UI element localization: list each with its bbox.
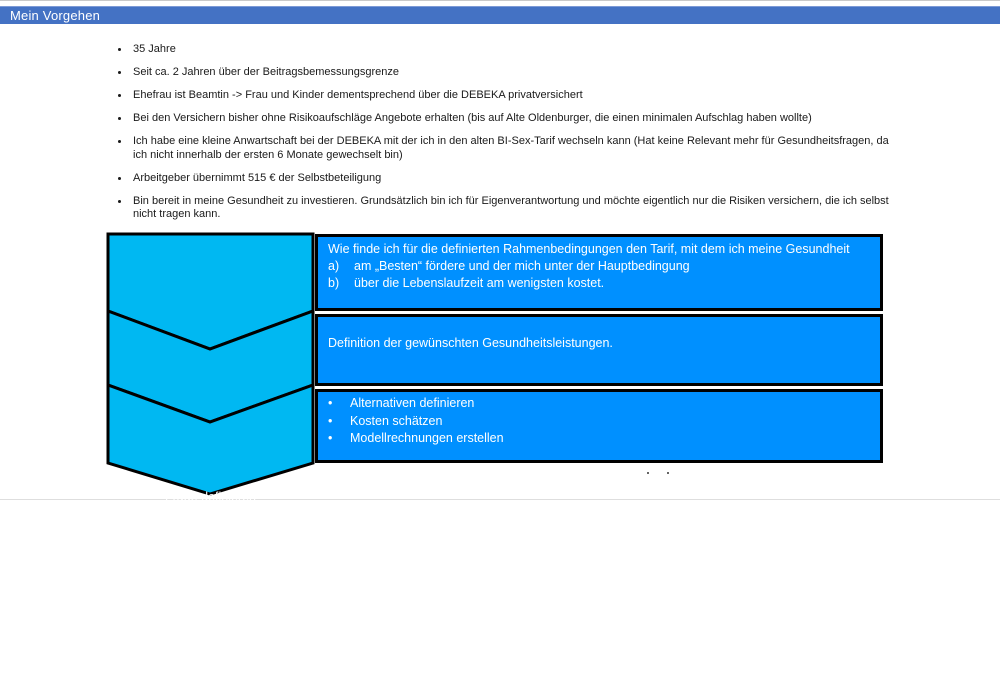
chevron-label-line: Wie finde ich die Variante,: [138, 645, 283, 659]
info-box-tasks: [315, 389, 883, 463]
bullet-text: Alternativen definieren: [350, 396, 475, 410]
list-item: [118, 43, 893, 57]
bullet-dot-icon: •: [328, 396, 333, 410]
bullet-dot-icon: •: [328, 431, 333, 445]
stray-dot: [667, 472, 669, 474]
info-box-question: [315, 234, 883, 311]
bullet-text: Bin bereit in meine Gesundheit zu investieren. Grundsätzlich bin ich für Eigenverantwortung und möchte eigentlich nur die Risiken versichern, die ich selbst nicht tragen kann.: [133, 194, 889, 220]
list-item: [118, 66, 893, 80]
slide-title-bar: [0, 6, 1000, 24]
bullet-text: Modellrechnungen erstellen: [350, 431, 504, 445]
info-box-definition: [315, 314, 883, 386]
chevron-label-line: die mich über die Lebenslaufzeit: [120, 660, 301, 675]
process-diagram: [0, 226, 1000, 690]
list-item: [328, 430, 870, 448]
list-item: [118, 112, 893, 126]
list-item: [118, 172, 893, 186]
stray-dot: [647, 472, 649, 474]
bullet-text: Ich habe eine kleine Anwartschaft bei der DEBEKA mit der ich in den alten BI-Sex-Tarif wechseln kann (Hat keine Relevant mehr für Gesundheitsfragen, da ich nicht innerhalb der ersten 6 Monate gewechselt bin): [133, 135, 889, 161]
page-title: Mein Vorgehen: [10, 8, 101, 23]
chevron-label-2: [108, 583, 313, 615]
chevron-label-line: Frage definieren: [164, 490, 257, 504]
bullet-text: Arbeitgeber übernimmt 515 € der Selbstbeteiligung: [133, 171, 382, 184]
chevron-label-1: [108, 489, 313, 505]
chevron-label-line: am wenigsten Kostet: [152, 676, 269, 690]
bullet-text: 35 Jahre: [133, 43, 176, 55]
list-item: [118, 135, 893, 162]
item-marker: b): [328, 276, 340, 290]
info-box-text: Definition der gewünschten Gesundheitsleistungen.: [328, 336, 613, 350]
bullet-text: Bei den Versichern bisher ohne Risikoaufschläge Angebote erhalten (bis auf Alte Oldenburger, die einen minimalen Aufschlag haben wollte): [133, 112, 812, 124]
list-item: [328, 395, 870, 413]
list-item: [118, 89, 893, 103]
chevron-label-line: Wie fördere ich meine: [149, 584, 272, 598]
item-text: am „Besten“ fördere und der mich unter der Hauptbedingung: [354, 259, 690, 273]
bullet-text: Seit ca. 2 Jahren über der Beitragsbemessungsgrenze: [133, 66, 399, 78]
item-text: über die Lebenslaufzeit am wenigsten kostet.: [354, 276, 605, 290]
bullet-dot-icon: [118, 66, 133, 80]
bullet-text: Ehefrau ist Beamtin -> Frau und Kinder dementsprechend über die DEBEKA privatversichert: [133, 89, 583, 101]
bullet-list: [118, 43, 893, 231]
bullet-dot-icon: [118, 172, 133, 186]
info-box-intro: Wie finde ich für die definierten Rahmenbedingungen den Tarif, mit dem ich meine Gesundheit: [328, 242, 850, 256]
chevron-label-3: [108, 645, 313, 692]
lettered-item-a: [328, 258, 870, 275]
bullet-text: Kosten schätzen: [350, 413, 443, 428]
bullet-dot-icon: [118, 135, 133, 162]
list-item: [118, 195, 893, 222]
lettered-item-b: [328, 275, 870, 292]
bullet-dot-icon: [118, 195, 133, 222]
item-marker: a): [328, 259, 340, 273]
chevron-label-line: Gesundheit am Besten?: [143, 600, 278, 614]
bullet-dot-icon: •: [328, 413, 333, 428]
bullet-dot-icon: [118, 112, 133, 126]
list-item: [328, 413, 870, 431]
bullet-dot-icon: [118, 89, 133, 103]
bullet-dot-icon: [118, 43, 133, 57]
